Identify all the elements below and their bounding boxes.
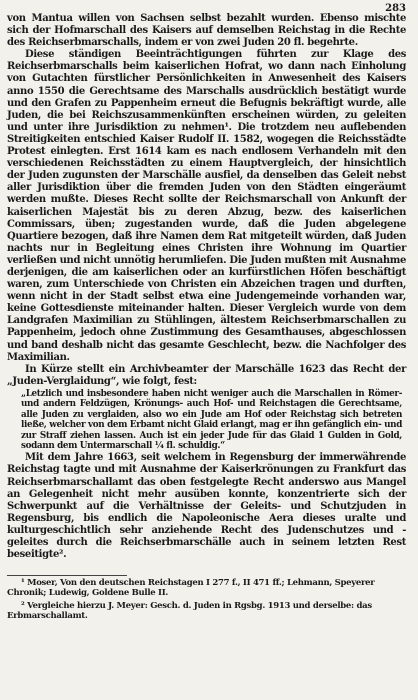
paragraph-2: Diese ständigen Beeinträchtigungen führten zur Klage des Reichserbmarschalls beim kaiserlichen Hofrat, wo dann nach Einholung von Gutachten fürstlicher Persönlichkeiten in Anwesenheit des Kaisers anno 1550 die Gerechtsame des Marschalls ausdrücklich bestätigt wurde und den Grafen zu Pappenheim erneut die Befugnis bekräftigt wurde, alle Juden, die bei Reichszusammenkünften erscheinen würden, zu geleiten und unter ihre Jurisdiktion zu nehmen¹. Die trotzdem neu auflebenden Streitigkeiten entschied Kaiser Rudolf II. 1582, wogegen die Reichsstädte Protest einlegten. Erst 1614 kam es nach endlosem Verhandeln mit den verschiedenen Reichsstädten zu einem Hauptvergleich, der hinsichtlich der Juden zugunsten der Marschälle ausfiel, da denselben das Geleit nebst aller Jurisdiktion über die fremden Juden von den Städten eingeräumt werden mußte. Dieses Recht sollte der Reichsmarschall von Ankunft der kaiserlichen Majestät bis zu deren Abzug, bezw. des kaiserlichen Commissars, üben; zugestanden wurde, daß die Juden abgelegene Quartiere bezogen, daß ihre Namen dem Rat mitgeteilt würden, daß Juden nachts nur in Begleitung eines Christen ihre Wohnung im Quartier verließen und nicht unnötig herumliefen. Die Juden mußten mit Ausnahme derjenigen, die am kaiserlichen oder an kurfürstlichen Höfen beschäftigt waren, zum Unterschiede von Christen ein Abzeichen tragen und durften, wenn nicht in der Stadt selbst etwa eine Judengemeinde vorhanden war, keine Gottesdienste miteinander halten. Dieser Vergleich wurde von dem Landgrafen Maximilian zu Stühlingen, ältestem Reichserbmarschallen zu Pappenheim, jedoch ohne Zustimmung des Gesamthauses, abgeschlossen und band deshalb nicht das gesamte Geschlecht, bezw. die Nachfolger des Maximilian. (7, 49, 406, 363)
paragraph-3: In Kürze stellt ein Archivbeamter der Marschälle 1623 das Recht der „Juden-Verglaidung“, wie folgt, fest: (7, 363, 406, 387)
main-text (7, 13, 406, 561)
paragraph-4: Mit dem Jahre 1663, seit welchem in Regensburg der immerwährende Reichstag tagte und mit Ausnahme der Kaiserkrönungen zu Frankfurt das Reichserbmarschallamt das oben festgelegte Recht anderswo aus Mangel an Gelegenheit nicht mehr ausüben konnte, konzentrierte sich der Schwerpunkt auf die Verhältnisse der Geleits- und Schutzjuden in Regensburg, bis endlich die Napoleonische Aera dieses uralte und kulturgeschichtlich sehr anziehende Recht des Judenschutzes und -geleites durch die Reichserbmarschälle auch in seinem letzten Rest beseitigte². (7, 452, 406, 561)
block-quote (21, 389, 402, 451)
footnote-2: ² Vergleiche hierzu J. Meyer: Gesch. d. Juden in Rgsbg. 1913 und derselbe: das Erbmarschallamt. (7, 600, 372, 621)
page-number: 283 (385, 3, 406, 14)
footnote-1: ¹ Moser, Von den deutschen Reichstagen I 277 f., II 471 ff.; Lehmann, Speyerer Chronik; Ludewig, Goldene Bulle II. (7, 578, 375, 599)
quote-text: „Letzlich und insbesondere haben nicht weniger auch die Marschallen in Römer- und andern Feldzügen, Krönungs- auch Hof- und Reichstagen die Gerechtsame, alle Juden zu verglaiden, also wo ein Jude am Hof oder Reichstag sich betreten ließe, welcher von dem Erbamt nicht Glaid erlangt, mag er ihn gefänglich ein- und zur Straff ziehen lassen. Auch ist ein jeder Jude für das Glaid 1 Gulden in Gold, sodann dem Untermarschall ¼ fl. schuldig.“ (21, 388, 402, 451)
paragraph-1: von Mantua willen von Sachsen selbst bezahlt wurden. Ebenso mischte sich der Hofmarschall des Kaisers auf demselben Reichstag in die Rechte des Reichserbmarschalls, indem er von zwei Juden 20 fl. begehrte. (7, 13, 406, 49)
